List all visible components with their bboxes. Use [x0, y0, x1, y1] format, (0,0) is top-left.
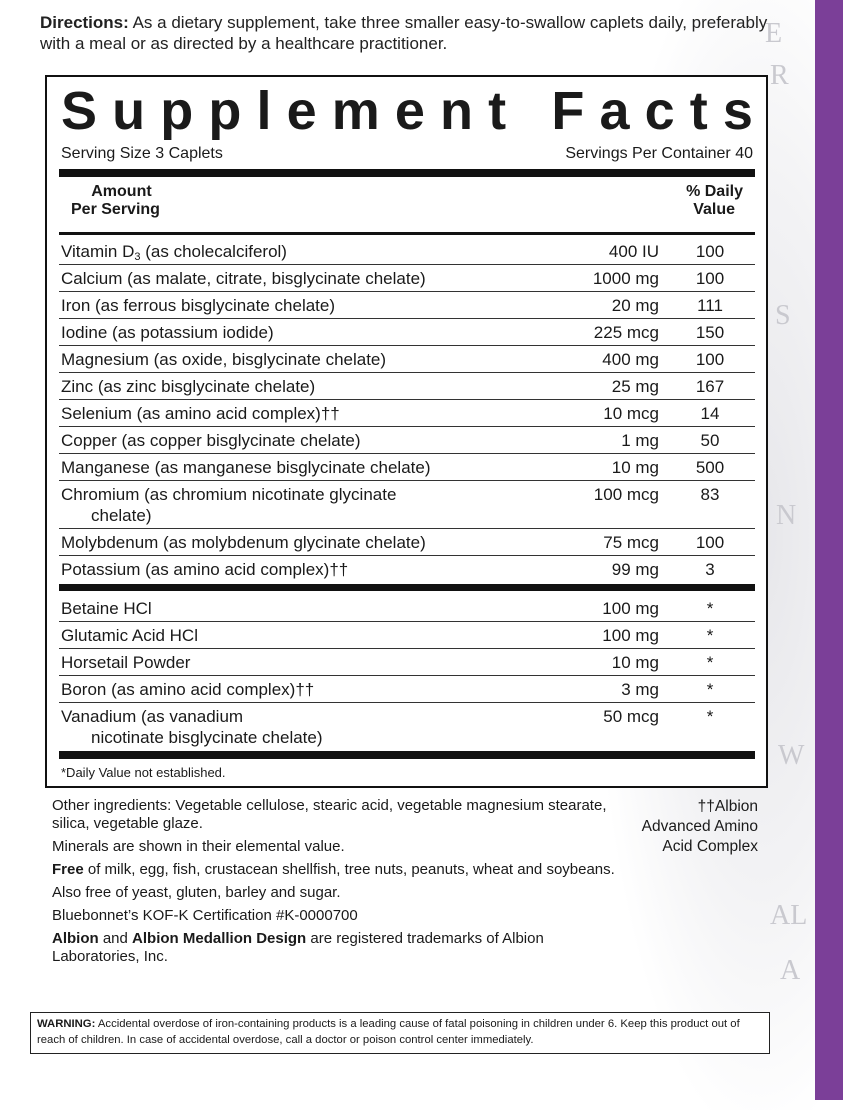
value-header-line: Value — [693, 201, 735, 218]
trademark-rest: are registered trademarks of Albion Laboratories, Inc. — [52, 930, 544, 965]
nutrient-daily-value: 14 — [700, 404, 720, 423]
nutrient-name: Calcium (as malate, citrate, bisglycinate chelate) — [61, 269, 426, 288]
nutrient-amount: 1000 mg — [592, 269, 659, 288]
facts-title-letter: m — [331, 81, 380, 141]
watermark-letter: A — [780, 955, 801, 986]
facts-title-letter: S — [61, 81, 98, 141]
nutrient-row — [59, 292, 755, 319]
nutrient-amount: 20 mg — [611, 296, 659, 315]
nutrient-row — [59, 427, 755, 454]
free-of-list: of milk, egg, fish, crustacean shellfish, tree nuts, peanuts, wheat and soybeans. — [83, 861, 615, 878]
nutrient-amount: 100 mg — [602, 626, 659, 645]
nutrient-daily-value: * — [706, 653, 714, 672]
facts-title-letter: p — [208, 81, 242, 141]
facts-title-letter: c — [644, 81, 675, 141]
facts-title-letter: e — [286, 81, 317, 141]
facts-title-letter: F — [551, 81, 585, 141]
nutrient-daily-value: * — [706, 599, 714, 618]
kof-certification: Bluebonnet’s KOF-K Certification #K-0000700 — [52, 907, 358, 924]
nutrient-daily-value: 100 — [695, 269, 725, 288]
purple-side-stripe — [815, 0, 843, 1100]
nutrient-name: Iron (as ferrous bisglycinate chelate) — [61, 296, 336, 315]
header-thick-rule — [59, 169, 755, 177]
nutrient-subscript: 3 — [134, 251, 141, 263]
nutrient-name: Vanadium (as vanadium nicotinate bisglycinate chelate) — [61, 706, 531, 748]
nutrient-row — [59, 622, 755, 649]
other-ingredients: Other ingredients: Vegetable cellulose, stearic acid, vegetable magnesium stearate, silica, vegetable glaze. — [52, 797, 607, 832]
nutrient-daily-value: 83 — [700, 485, 720, 504]
nutrient-daily-value: 50 — [700, 431, 720, 450]
nutrient-amount: 10 mg — [611, 458, 659, 477]
nutrient-amount: 10 mcg — [603, 404, 659, 423]
bottom-thick-rule — [59, 751, 755, 759]
facts-title-letter: u — [112, 81, 146, 141]
nutrient-daily-value: * — [706, 707, 714, 726]
servings-per-container: Servings Per Container 40 — [565, 145, 753, 162]
watermark-letter: R — [770, 60, 789, 91]
daily-value-footnote: *Daily Value not established. — [61, 765, 226, 780]
nutrient-amount: 400 IU — [608, 242, 659, 261]
nutrient-name: Manganese (as manganese bisglycinate chelate) — [61, 458, 431, 477]
facts-title-letter — [521, 81, 536, 141]
nutrient-daily-value: * — [706, 680, 714, 699]
watermark-letter: N — [776, 500, 797, 531]
nutrient-daily-value: 100 — [695, 242, 725, 261]
nutrient-name: Iodine (as potassium iodide) — [61, 323, 274, 342]
facts-title-letter: a — [599, 81, 630, 141]
nutrient-name: Copper (as copper bisglycinate chelate) — [61, 431, 361, 450]
nutrient-amount: 50 mcg — [603, 707, 659, 726]
free-of-statement — [52, 861, 622, 879]
albion-amino-acid-note: ††Albion Advanced Amino Acid Complex — [641, 798, 758, 855]
nutrient-daily-value: * — [706, 626, 714, 645]
per-serving-header-line: Per Serving — [71, 201, 160, 218]
facts-title-letter: t — [689, 81, 708, 141]
facts-title — [61, 81, 753, 141]
nutrient-name-continued: chelate) — [91, 506, 152, 525]
nutrient-row — [59, 703, 755, 751]
supplement-facts-panel — [45, 75, 768, 788]
directions-label: Directions: — [40, 13, 129, 32]
nutrient-row — [59, 481, 755, 529]
warning-box — [30, 1012, 770, 1054]
nutrient-row — [59, 346, 755, 373]
nutrient-name: Zinc (as zinc bisglycinate chelate) — [61, 377, 316, 396]
facts-title-letter: p — [160, 81, 194, 141]
nutrient-amount: 100 mg — [602, 599, 659, 618]
nutrient-row — [59, 676, 755, 703]
nutrient-daily-value: 100 — [695, 350, 725, 369]
nutrient-daily-value: 500 — [695, 458, 725, 477]
nutrient-row — [59, 454, 755, 481]
nutrient-amount: 75 mcg — [603, 533, 659, 552]
watermark-letter: S — [775, 300, 791, 331]
directions-body: As a dietary supplement, take three smaller easy-to-swallow caplets daily, preferably with a meal or as directed by a healthcare practitioner. — [40, 13, 768, 53]
daily-value-header-line: % Daily — [686, 183, 743, 200]
nutrient-daily-value: 111 — [697, 296, 723, 315]
nutrient-amount: 10 mg — [611, 653, 659, 672]
facts-title-letter: l — [256, 81, 272, 141]
nutrient-name: Molybdenum (as molybdenum glycinate chelate) — [61, 533, 426, 552]
nutrient-name: Potassium (as amino acid complex)†† — [61, 560, 349, 579]
nutrient-row — [59, 265, 755, 292]
nutrient-daily-value: 3 — [705, 560, 715, 579]
nutrient-row — [59, 400, 755, 427]
nutrient-row — [59, 319, 755, 346]
amount-header-line: Amount — [91, 183, 152, 200]
nutrient-daily-value: 100 — [695, 533, 725, 552]
other-nutrient-rows — [59, 595, 755, 751]
facts-title-letter: s — [722, 81, 753, 141]
nutrient-amount: 100 mcg — [593, 485, 659, 504]
nutrient-daily-value: 167 — [695, 377, 725, 396]
nutrient-name-continued: nicotinate bisglycinate chelate) — [91, 728, 323, 747]
nutrient-amount: 1 mg — [621, 431, 659, 450]
nutrient-name: Glutamic Acid HCl — [61, 626, 198, 645]
nutrient-row — [59, 649, 755, 676]
facts-title-letter: t — [488, 81, 507, 141]
nutrient-amount: 25 mg — [611, 377, 659, 396]
warning-label: WARNING: — [37, 1018, 96, 1030]
nutrient-name: Magnesium (as oxide, bisglycinate chelate) — [61, 350, 387, 369]
facts-title-letter: e — [394, 81, 425, 141]
albion-mark: Albion — [52, 930, 99, 947]
nutrient-daily-value: 150 — [695, 323, 725, 342]
minerals-note: Minerals are shown in their elemental value. — [52, 838, 345, 855]
serving-size: Serving Size 3 Caplets — [61, 145, 223, 162]
amount-per-serving-header — [71, 183, 160, 219]
nutrient-row — [59, 595, 755, 622]
nutrient-amount: 99 mg — [611, 560, 659, 579]
facts-title-letter: n — [440, 81, 474, 141]
nutrient-amount: 225 mcg — [593, 323, 659, 342]
nutrient-row — [59, 238, 755, 265]
nutrient-row — [59, 529, 755, 556]
nutrient-name: Selenium (as amino acid complex)†† — [61, 404, 340, 423]
watermark-letter: E — [765, 18, 783, 49]
watermark-letter: W — [778, 740, 805, 771]
watermark-letter: AL — [770, 900, 808, 931]
nutrient-name: Horsetail Powder — [61, 653, 191, 672]
nutrient-name: Boron (as amino acid complex)†† — [61, 680, 315, 699]
nutrient-name: Vitamin D3 (as cholecalciferol) — [61, 242, 287, 263]
nutrient-row — [59, 373, 755, 400]
vitamin-mineral-rows — [59, 238, 755, 583]
also-free-statement: Also free of yeast, gluten, barley and sugar. — [52, 884, 341, 901]
other-ingredients-section — [52, 797, 622, 971]
nutrient-amount: 400 mg — [602, 350, 659, 369]
section-thick-rule — [59, 584, 755, 591]
warning-text: Accidental overdose of iron-containing products is a leading cause of fatal poisoning in children under 6. Keep this product out of reach of children. In case of accidental overdose, call a doctor or poison control center immediately. — [37, 1018, 740, 1046]
nutrient-name: Betaine HCl — [61, 599, 152, 618]
and-text: and — [98, 930, 133, 947]
serving-info — [61, 145, 753, 163]
daily-value-header — [667, 183, 743, 219]
nutrient-amount: 3 mg — [621, 680, 659, 699]
column-header-rule — [59, 232, 755, 235]
albion-medallion-mark: Albion Medallion Design — [132, 930, 307, 947]
free-label: Free — [52, 861, 84, 878]
nutrient-name: Chromium (as chromium nicotinate glycinate chelate) — [61, 484, 531, 526]
nutrient-row — [59, 556, 755, 583]
trademark-statement — [52, 930, 622, 966]
directions-text — [40, 12, 775, 54]
